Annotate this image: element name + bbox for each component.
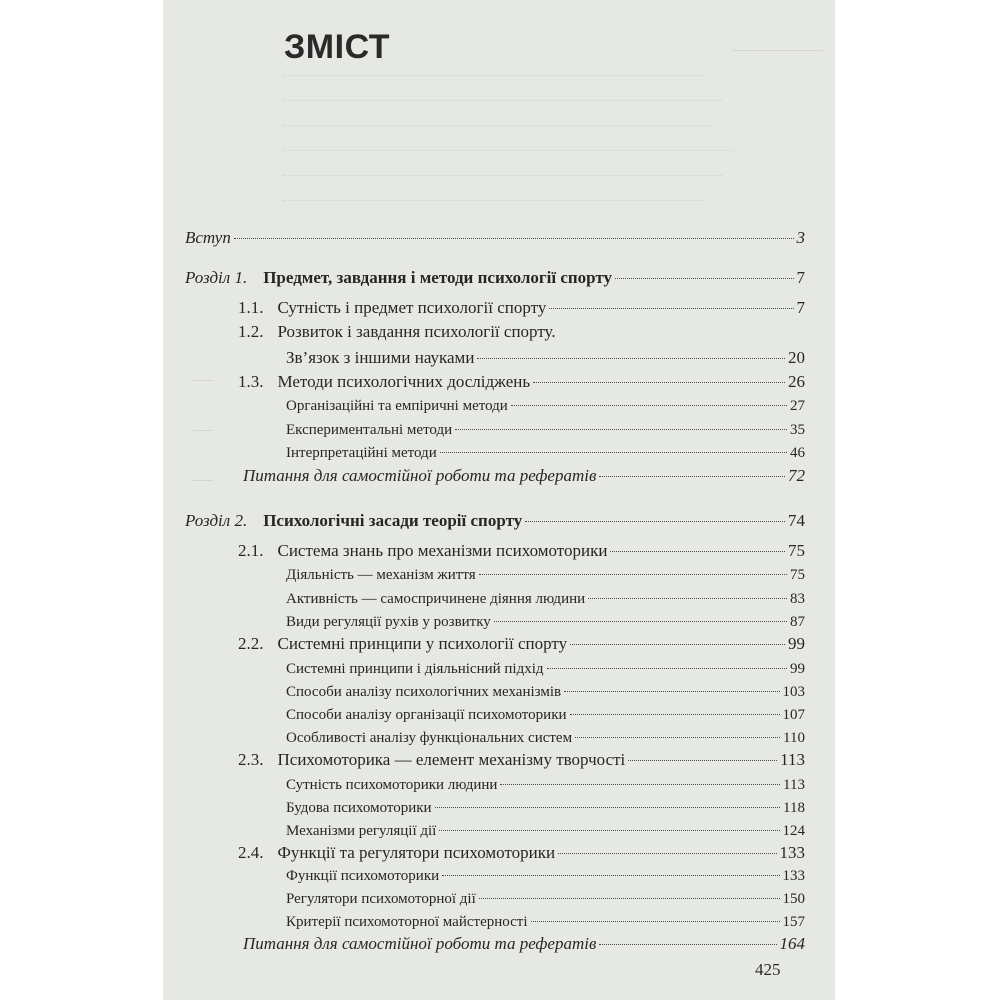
entry-page: 87	[790, 614, 805, 630]
book-page	[163, 0, 835, 1000]
toc-subsection[interactable]	[286, 707, 805, 724]
entry-page: 133	[782, 868, 805, 884]
dot-leader	[500, 784, 780, 785]
toc-heading: ЗМІСТ	[284, 28, 391, 66]
toc-subsection[interactable]	[286, 614, 805, 631]
subsection-title: Механізми регуляції дії	[286, 823, 437, 839]
toc-subsection[interactable]	[286, 398, 805, 415]
chapter-number: Розділ 2.	[185, 511, 248, 530]
section-title: Сутність і предмет психології спорту	[277, 298, 547, 317]
dot-leader	[599, 944, 776, 945]
entry-page: 20	[788, 348, 805, 367]
toc-chapter-2[interactable]	[185, 511, 805, 531]
entry-page: 35	[790, 422, 805, 438]
dot-leader	[439, 830, 779, 831]
subsection-title: Способи аналізу психологічних механізмів	[286, 684, 562, 700]
toc-questions-1[interactable]	[243, 466, 805, 486]
toc-subsection[interactable]	[286, 445, 805, 462]
entry-page: 83	[790, 591, 805, 607]
subsection-title: Будова психомоторики	[286, 800, 432, 816]
dot-leader	[531, 921, 780, 922]
dot-leader	[533, 382, 785, 383]
toc-section-1-2-cont[interactable]	[286, 348, 805, 368]
dot-leader	[442, 875, 779, 876]
entry-page: 72	[788, 466, 805, 485]
toc-subsection[interactable]	[286, 422, 805, 439]
toc-section-2-1[interactable]	[238, 541, 805, 561]
subsection-title: Сутність психомоторики людини	[286, 777, 498, 793]
page-number: 425	[755, 960, 781, 979]
section-title: Системні принципи у психології спорту	[277, 634, 568, 653]
entry-page: 133	[779, 843, 805, 862]
dot-leader	[549, 308, 793, 309]
dot-leader	[610, 551, 785, 552]
toc-subsection[interactable]	[286, 823, 805, 840]
chapter-title: Психологічні засади теорії спорту	[263, 511, 523, 530]
section-number: 2.1.	[238, 541, 264, 560]
subsection-title: Діяльність — механізм життя	[286, 567, 476, 583]
dot-leader	[575, 737, 780, 738]
dot-leader	[570, 644, 785, 645]
dot-leader	[558, 853, 776, 854]
entry-page: 164	[779, 934, 805, 953]
toc-section-2-4[interactable]	[238, 843, 805, 863]
dot-leader	[599, 476, 785, 477]
subsection-title: Способи аналізу організації психомоторики	[286, 707, 567, 723]
section-title: Функції та регулятори психомоторики	[277, 843, 556, 862]
subsection-title: Системні принципи і діяльнісний підхід	[286, 661, 544, 677]
dot-leader	[440, 452, 787, 453]
subsection-title: Інтерпретаційні методи	[286, 445, 437, 461]
section-title-line2: Зв’язок з іншими науками	[286, 348, 475, 367]
subsection-title: Організаційні та емпіричні методи	[286, 398, 508, 414]
toc-subsection[interactable]	[286, 684, 805, 701]
subsection-title: Критерії психомоторної майстерності	[286, 914, 528, 930]
toc-subsection[interactable]	[286, 868, 805, 885]
dot-leader	[477, 358, 785, 359]
section-number: 2.4.	[238, 843, 264, 862]
entry-page: 75	[790, 567, 805, 583]
toc-subsection[interactable]	[286, 914, 805, 931]
entry-page: 157	[782, 914, 805, 930]
entry-page: 46	[790, 445, 805, 461]
entry-page: 113	[783, 777, 805, 793]
toc-subsection[interactable]	[286, 567, 805, 584]
entry-page: 99	[790, 661, 805, 677]
dot-leader	[564, 691, 779, 692]
toc-section-2-3[interactable]	[238, 750, 805, 770]
toc-section-1-2[interactable]	[238, 322, 805, 342]
chapter-number: Розділ 1.	[185, 268, 248, 287]
subsection-title: Експериментальні методи	[286, 422, 453, 438]
dot-leader	[547, 668, 787, 669]
section-number: 2.2.	[238, 634, 264, 653]
entry-page: 26	[788, 372, 805, 391]
section-title: Психомоторика — елемент механізму творчості	[277, 750, 626, 769]
subsection-title: Види регуляції рухів у розвитку	[286, 614, 491, 630]
section-title-line1: Розвиток і завдання психології спорту.	[277, 322, 556, 341]
section-number: 2.3.	[238, 750, 264, 769]
toc-questions-2[interactable]	[243, 934, 805, 954]
entry-page: 27	[790, 398, 805, 414]
section-number: 1.3.	[238, 372, 264, 391]
entry-page: 118	[783, 800, 805, 816]
dot-leader	[234, 238, 794, 239]
entry-page: 150	[782, 891, 805, 907]
toc-subsection[interactable]	[286, 661, 805, 678]
dot-leader	[588, 598, 787, 599]
section-number: 1.1.	[238, 298, 264, 317]
section-title: Система знань про механізми психомоторики	[277, 541, 608, 560]
chapter-title: Предмет, завдання і методи психології спорту	[263, 268, 613, 287]
subsection-title: Функції психомоторики	[286, 868, 440, 884]
questions-title: Питання для самостійної роботи та рефератів	[243, 466, 597, 485]
toc-chapter-1[interactable]	[185, 268, 805, 288]
entry-page: 7	[796, 268, 805, 287]
subsection-title: Особливості аналізу функціональних систем	[286, 730, 573, 746]
entry-page: 74	[788, 511, 805, 530]
entry-title: Вступ	[185, 228, 231, 247]
dot-leader	[615, 278, 793, 279]
section-title: Методи психологічних досліджень	[277, 372, 531, 391]
toc-subsection[interactable]	[286, 891, 805, 908]
dot-leader	[511, 405, 787, 406]
questions-title: Питання для самостійної роботи та рефератів	[243, 934, 597, 953]
toc-subsection[interactable]	[286, 591, 805, 608]
toc-section-1-3[interactable]	[238, 372, 805, 392]
entry-page: 103	[782, 684, 805, 700]
entry-page: 99	[788, 634, 805, 653]
section-number: 1.2.	[238, 322, 264, 341]
toc-subsection[interactable]	[286, 777, 805, 794]
entry-page: 110	[783, 730, 805, 746]
toc-section-2-2[interactable]	[238, 634, 805, 654]
dot-leader	[479, 574, 787, 575]
entry-page: 3	[796, 228, 805, 247]
entry-page: 75	[788, 541, 805, 560]
dot-leader	[479, 898, 780, 899]
entry-page: 124	[782, 823, 805, 839]
toc-subsection[interactable]	[286, 730, 805, 747]
subsection-title: Регулятори психомоторної дії	[286, 891, 476, 907]
entry-page: 7	[796, 298, 805, 317]
dot-leader	[455, 429, 787, 430]
toc-subsection[interactable]	[286, 800, 805, 817]
toc-entry-intro[interactable]	[185, 228, 805, 248]
entry-page: 107	[782, 707, 805, 723]
toc-section-1-1[interactable]	[238, 298, 805, 318]
dot-leader	[494, 621, 787, 622]
entry-page: 113	[780, 750, 805, 769]
subsection-title: Активність — самоспричинене діяння людини	[286, 591, 586, 607]
dot-leader	[435, 807, 780, 808]
dot-leader	[570, 714, 780, 715]
dot-leader	[628, 760, 777, 761]
dot-leader	[525, 521, 785, 522]
